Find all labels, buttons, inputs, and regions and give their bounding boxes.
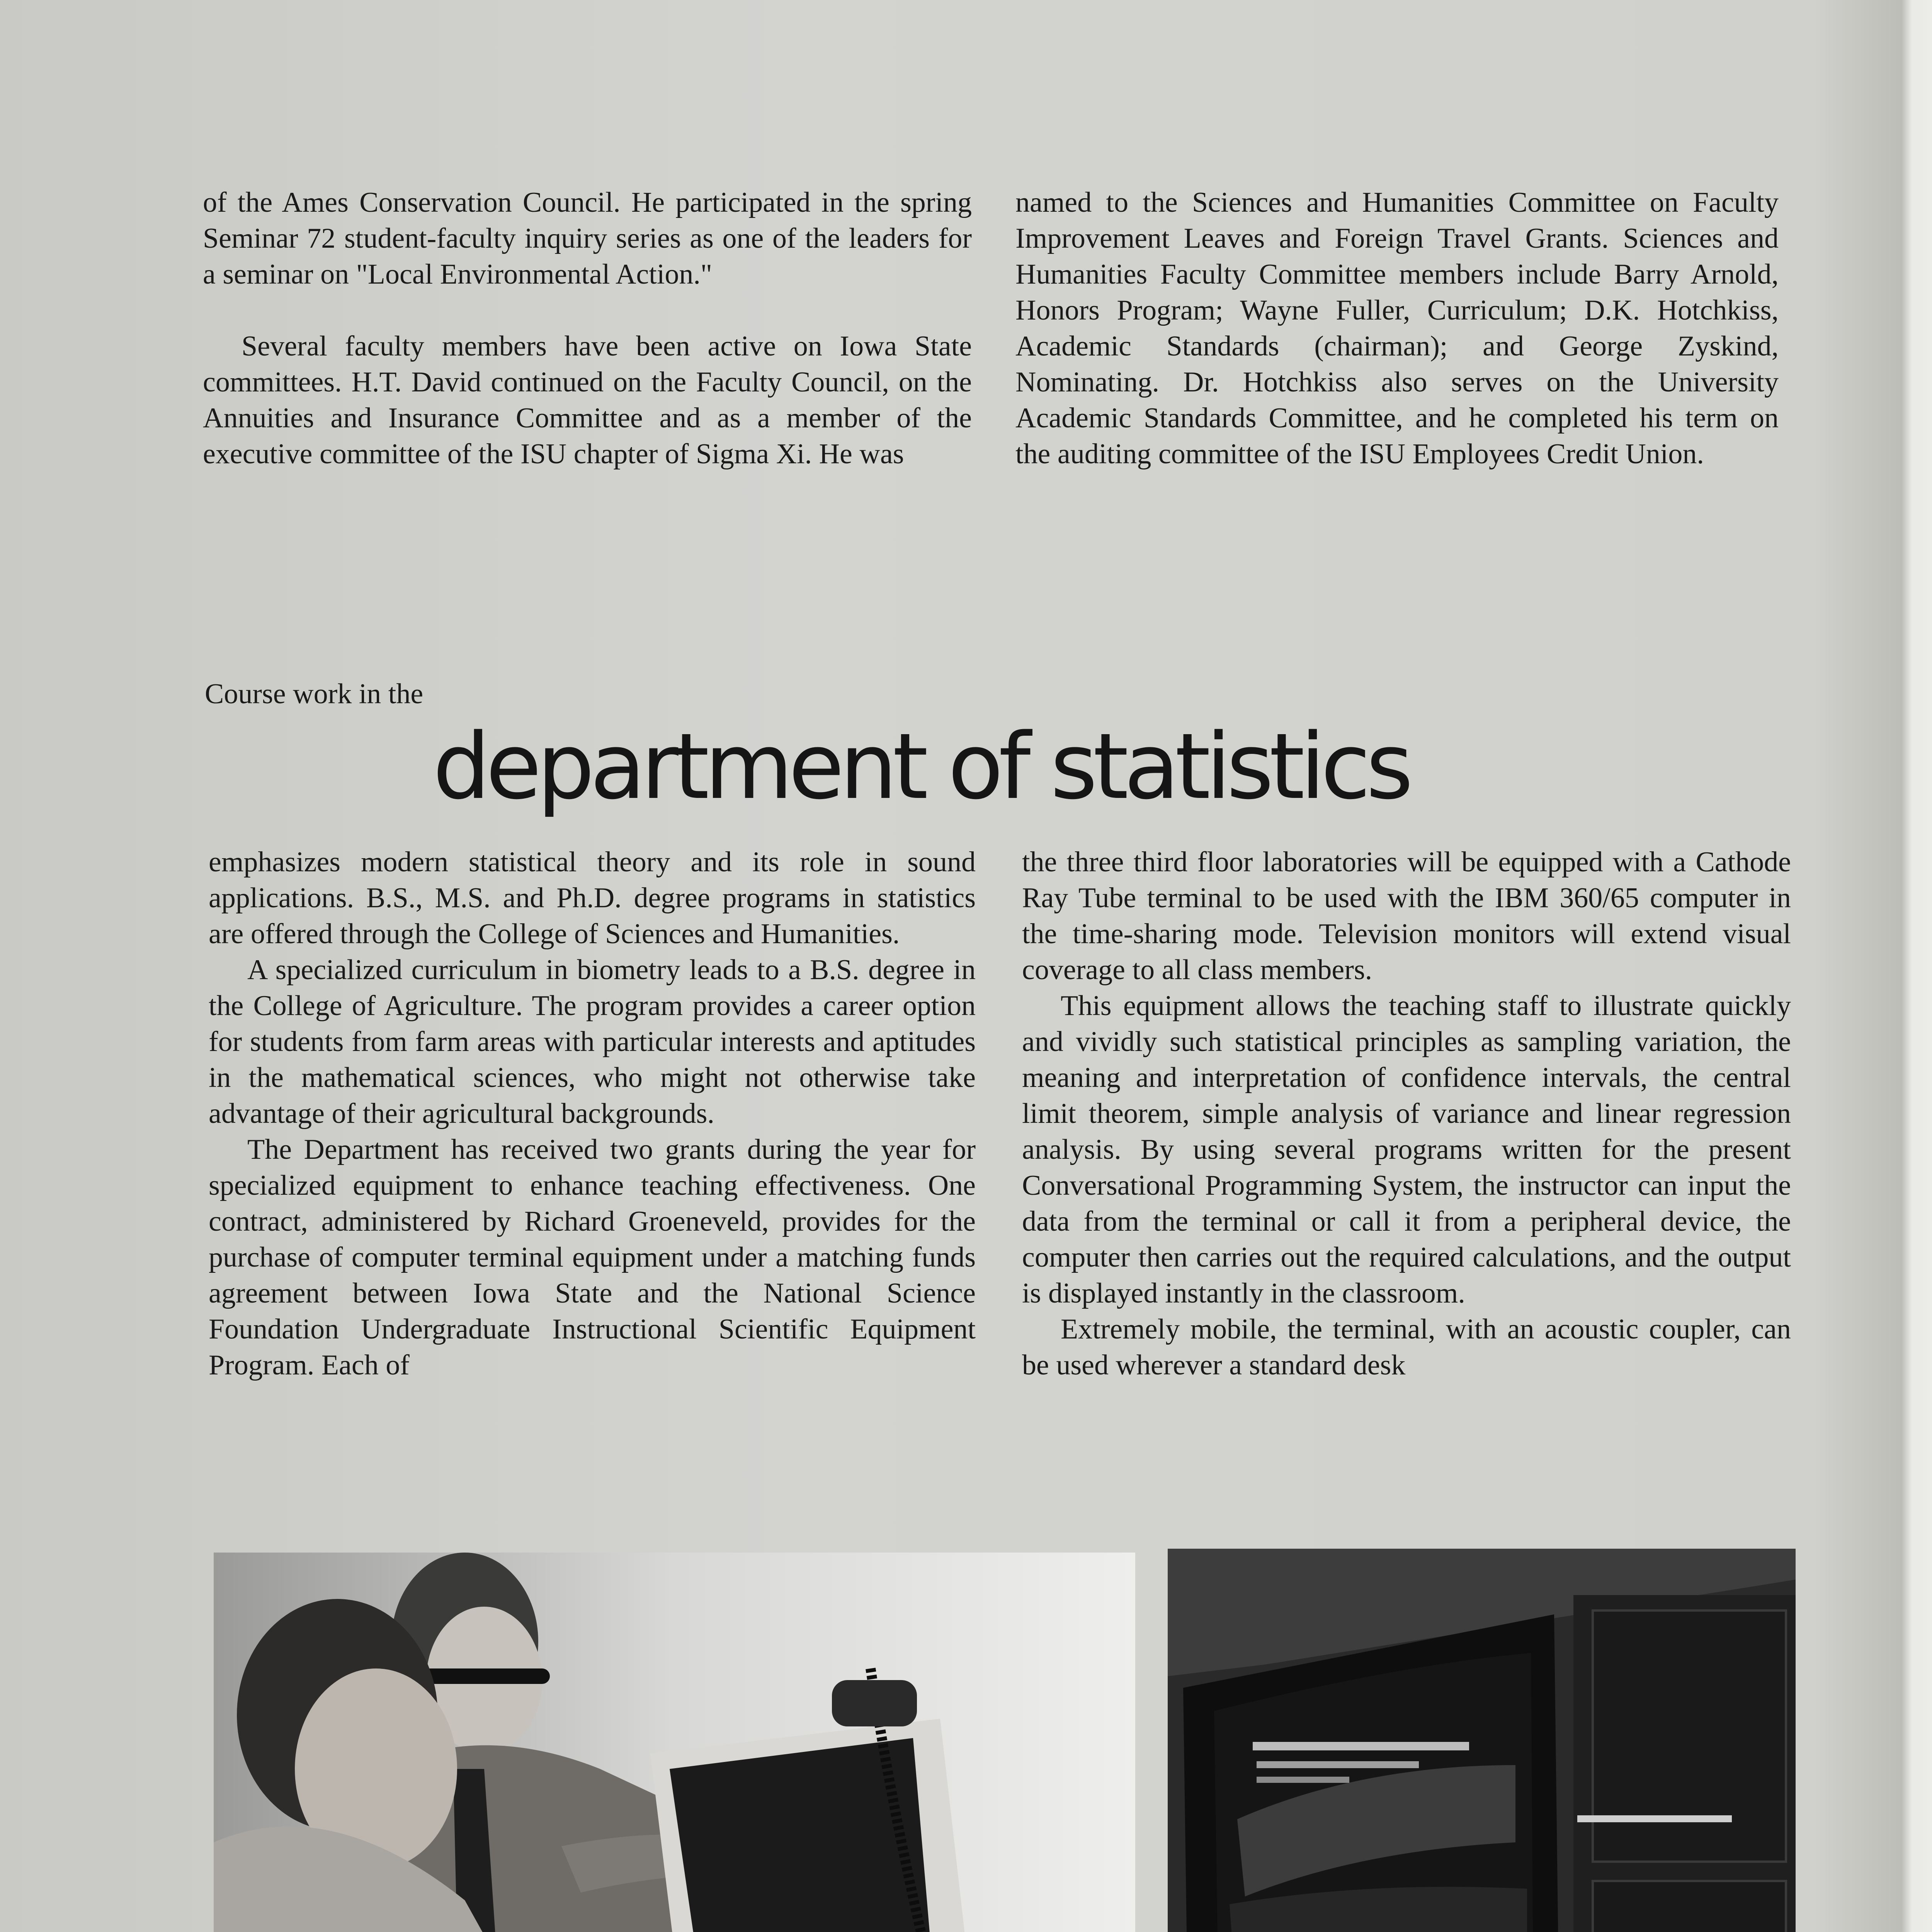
paragraph: emphasizes modern statistical theory and its role in sound applications. B.S., M.S. and Ph.D. degree programs in statistics are offered through the College of Sciences and Humanities. — [209, 846, 976, 950]
paragraph: Several faculty members have been active on Iowa State committees. H.T. David continued on the Faculty Council, on the Annuities and Insurance Committee and as a member of the executive committee of the ISU chapter of Sigma Xi. He was — [203, 330, 972, 470]
top-left-column — [203, 185, 972, 472]
photo-television-monitor — [1168, 1549, 1796, 1932]
paragraph: the three third floor laboratories will be equipped with a Cathode Ray Tube terminal to be used with the IBM 360/65 computer in the time-sharing mode. Television monitors will extend visual coverage to all class members. — [1022, 846, 1791, 986]
article-left-column — [209, 844, 976, 1383]
paragraph: Extremely mobile, the terminal, with an acoustic coupler, can be used wherever a standard desk — [1022, 1313, 1791, 1381]
paragraph: of the Ames Conservation Council. He participated in the spring Seminar 72 student-faculty inquiry series as one of the leaders for a seminar on "Local Environmental Action." — [203, 187, 972, 290]
terminal-photo-illustration — [214, 1553, 1135, 1932]
monitor-photo-illustration — [1168, 1549, 1796, 1932]
paragraph: named to the Sciences and Humanities Committee on Faculty Improvement Leaves and Foreign Travel Grants. Sciences and Humanities Faculty Committee members include Barry Arnold, Honors Program; Wayne Fuller, Curriculum; D.K. Hotchkiss, Academic Standards (chairman); and George Zyskind, Nominating. Dr. Hotchkiss also serves on the University Academic Standards Committee, and he completed his term on the auditing committee of the ISU Employees Credit Union. — [1015, 187, 1779, 470]
headline-kicker: Course work in the — [205, 678, 423, 710]
paragraph: This equipment allows the teaching staff to illustrate quickly and vividly such statistical principles as sampling variation, the meaning and interpretation of confidence intervals, the central limit theorem, simple analysis of variance and linear regression analysis. By using several programs written for the present Conversational Programming System, the instructor can input the data from the terminal or call it from a peripheral device, the computer then carries out the required calculations, and the output is displayed instantly in the classroom. — [1022, 990, 1791, 1309]
top-right-column — [1015, 185, 1779, 472]
paragraph: The Department has received two grants during the year for specialized equipment to enhance teaching effectiveness. One contract, administered by Richard Groeneveld, provides for the purchase of computer terminal equipment under a matching funds agreement between Iowa State and the National Science Foundation Undergraduate Instructional Scientific Equipment Program. Each of — [209, 1134, 976, 1381]
article-right-column — [1022, 844, 1791, 1383]
paragraph: A specialized curriculum in biometry leads to a B.S. degree in the College of Agriculture. The program provides a career option for students from farm areas with particular interests and aptitudes in the mathematical sciences, who might not otherwise take advantage of their agricultural backgrounds. — [209, 954, 976, 1129]
photo-computer-terminal — [214, 1553, 1135, 1932]
page-title: department of statistics — [433, 714, 1409, 820]
